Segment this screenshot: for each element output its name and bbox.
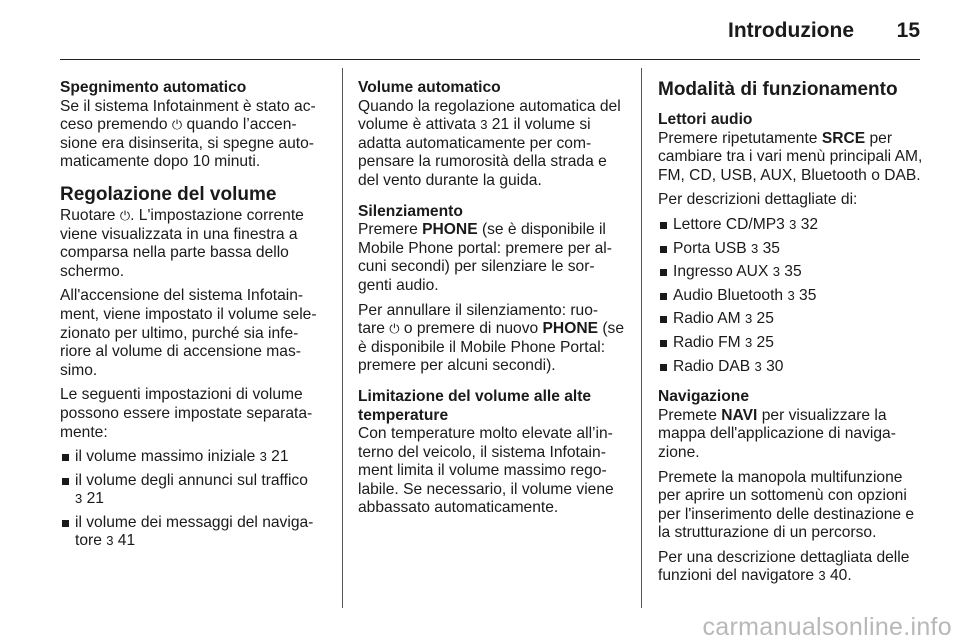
column-1 <box>60 79 326 557</box>
text: Radio FM <box>673 333 745 351</box>
list-item <box>658 263 924 282</box>
paragraph <box>658 407 924 463</box>
column-2 <box>358 79 624 524</box>
list-item <box>658 287 924 306</box>
page-ref-arrow-icon: 3 <box>754 358 762 374</box>
text: il volume dei messaggi del naviga-tore <box>75 513 314 550</box>
section-regolazione <box>60 184 326 551</box>
text: Premete <box>658 406 722 424</box>
section-lettori-audio <box>658 111 924 376</box>
text: o premere di nuovo <box>399 320 543 338</box>
page-ref-arrow-icon: 3 <box>480 117 488 133</box>
button-label-phone: PHONE <box>422 221 478 239</box>
section-limitazione <box>358 388 624 518</box>
paragraph <box>658 549 924 586</box>
paragraph: Le seguenti impostazioni di volume possono essere impostate separata-mente: <box>60 386 313 441</box>
section-heading: Modalità di funzionamento <box>658 79 898 100</box>
text: (se è disponibile il Mobile Phone Portal: premere per alcuni secondi). <box>358 320 624 375</box>
volume-settings-list <box>60 448 326 551</box>
text: il volume degli annunci sul traffico <box>75 471 308 489</box>
audio-sources-list <box>658 216 924 376</box>
section-volume-automatico <box>358 79 624 191</box>
page-ref-arrow-icon: 3 <box>744 311 753 327</box>
paragraph: All'accensione del sistema Infotain-ment, viene impostato il volume sele-zionato per ultimo, purché sia infe-riore al volume di accensione mas-simo. <box>60 287 317 379</box>
list-item <box>658 358 924 377</box>
section-heading: Volume automatico <box>358 79 501 96</box>
page-title: Introduzione <box>728 19 854 42</box>
column-3 <box>658 79 924 592</box>
text: Ruotare <box>60 206 120 224</box>
text: . L'impostazione corrente viene visualizzata in una finestra a comparsa nella parte bassa dello schermo. <box>60 206 304 280</box>
text: Radio AM <box>673 310 745 328</box>
section-heading: Silenziamento <box>358 202 463 220</box>
text: Audio Bluetooth <box>673 286 788 304</box>
section-heading: Lettori audio <box>658 111 753 128</box>
text: il volume si adatta automaticamente per com-pensare la rumorosità della strada e del vento durante la guida. <box>358 116 607 189</box>
paragraph <box>60 98 326 172</box>
text: Premere ripetutamente <box>658 129 822 147</box>
watermark: carmanualsonline.info <box>702 613 952 641</box>
page-ref-arrow-icon: 3 <box>75 491 83 507</box>
page-ref-arrow-icon: 3 <box>772 264 780 280</box>
text: quando l’accen-sione era disinserita, si spegne auto-maticamente dopo 10 minuti. <box>60 116 314 171</box>
section-silenziamento <box>358 203 624 376</box>
power-knob-icon: ⏻ <box>389 321 400 337</box>
text: (se è disponibile il Mobile Phone portal: premere per al-cuni secondi) per silenziare le sor-genti audio. <box>358 221 612 294</box>
list-item <box>658 310 924 329</box>
column-divider <box>641 68 642 608</box>
section-navigazione <box>658 388 924 586</box>
text: Quando la regolazione automatica del volume è attivata <box>358 97 621 134</box>
text: Lettore CD/MP3 <box>673 215 790 233</box>
paragraph: Premete la manopola multifunzione per aprire un sottomenù con opzioni per l'inserimento delle destinazione e la strutturazione di un percorso. <box>658 468 915 542</box>
text: Porta USB <box>673 239 751 257</box>
section-heading: Navigazione <box>658 388 749 406</box>
button-label-navi: NAVI <box>721 406 758 424</box>
list-item <box>60 514 326 551</box>
section-spegnimento <box>60 79 326 172</box>
page-ref-arrow-icon: 3 <box>744 334 753 350</box>
page-ref-link[interactable]: 35 <box>762 239 780 257</box>
paragraph <box>358 98 624 191</box>
section-heading: Regolazione del volume <box>60 183 277 205</box>
button-label-phone: PHONE <box>542 320 598 338</box>
button-label-srce: SRCE <box>821 129 866 147</box>
page-ref-link[interactable]: 21 <box>491 116 510 134</box>
paragraph <box>358 302 624 376</box>
page-ref-arrow-icon: 3 <box>787 287 795 303</box>
text: Ingresso AUX <box>673 263 773 281</box>
page-ref-link[interactable]: 21 <box>271 448 289 466</box>
power-knob-icon: ⏻ <box>119 207 131 223</box>
list-item <box>60 472 326 509</box>
text: il volume massimo iniziale <box>75 448 260 466</box>
page-header <box>60 0 920 60</box>
page-ref-arrow-icon: 3 <box>789 216 797 232</box>
text: Per annullare il silenziamento: ruo-tare <box>358 301 599 338</box>
page-ref-arrow-icon: 3 <box>751 240 759 256</box>
page-ref-link[interactable]: 21 <box>86 490 104 508</box>
text: per visualizzare la mappa dell'applicazione di naviga-zione. <box>658 406 896 461</box>
page-ref-arrow-icon: 3 <box>259 449 267 465</box>
paragraph <box>60 207 326 281</box>
page-ref-link[interactable]: 41 <box>117 532 136 550</box>
page-ref-arrow-icon: 3 <box>106 533 114 549</box>
page-ref-link[interactable]: 40 <box>829 567 848 585</box>
page-ref-arrow-icon: 3 <box>818 568 826 584</box>
text: per cambiare tra i vari menù principali AM, FM, CD, USB, AUX, Bluetooth o DAB. <box>658 129 923 184</box>
text: Per una descrizione dettagliata delle funzioni del navigatore <box>658 548 910 585</box>
page-ref-link[interactable]: 30 <box>766 357 784 375</box>
section-heading: Spegnimento automatico <box>60 79 247 96</box>
page-number: 15 <box>896 19 920 42</box>
text: Radio DAB <box>673 357 755 375</box>
page-ref-link[interactable]: 32 <box>800 215 819 233</box>
page-ref-link[interactable]: 35 <box>799 286 817 304</box>
column-divider <box>342 68 343 608</box>
list-item <box>658 240 924 259</box>
page-ref-link[interactable]: 25 <box>756 333 774 351</box>
text: Se il sistema Infotainment è stato ac-ceso premendo <box>60 97 316 134</box>
paragraph: Con temperature molto elevate all’in-terno del veicolo, il sistema Infotain-ment limita il volume massimo rego-labile. Se necessario, il volume viene abbassato automaticamente. <box>358 425 614 517</box>
page-ref-link[interactable]: 25 <box>756 310 774 328</box>
list-item <box>658 216 924 235</box>
text: Premere <box>358 221 423 239</box>
paragraph <box>658 130 924 186</box>
paragraph: Per descrizioni dettagliate di: <box>658 191 858 209</box>
section-heading: Limitazione del volume alle alte temperature <box>358 387 592 424</box>
text: . <box>847 567 852 585</box>
page-ref-link[interactable]: 35 <box>784 263 802 281</box>
power-knob-icon: ⏻ <box>171 117 183 133</box>
paragraph <box>358 221 624 295</box>
list-item <box>658 334 924 353</box>
list-item <box>60 448 326 467</box>
